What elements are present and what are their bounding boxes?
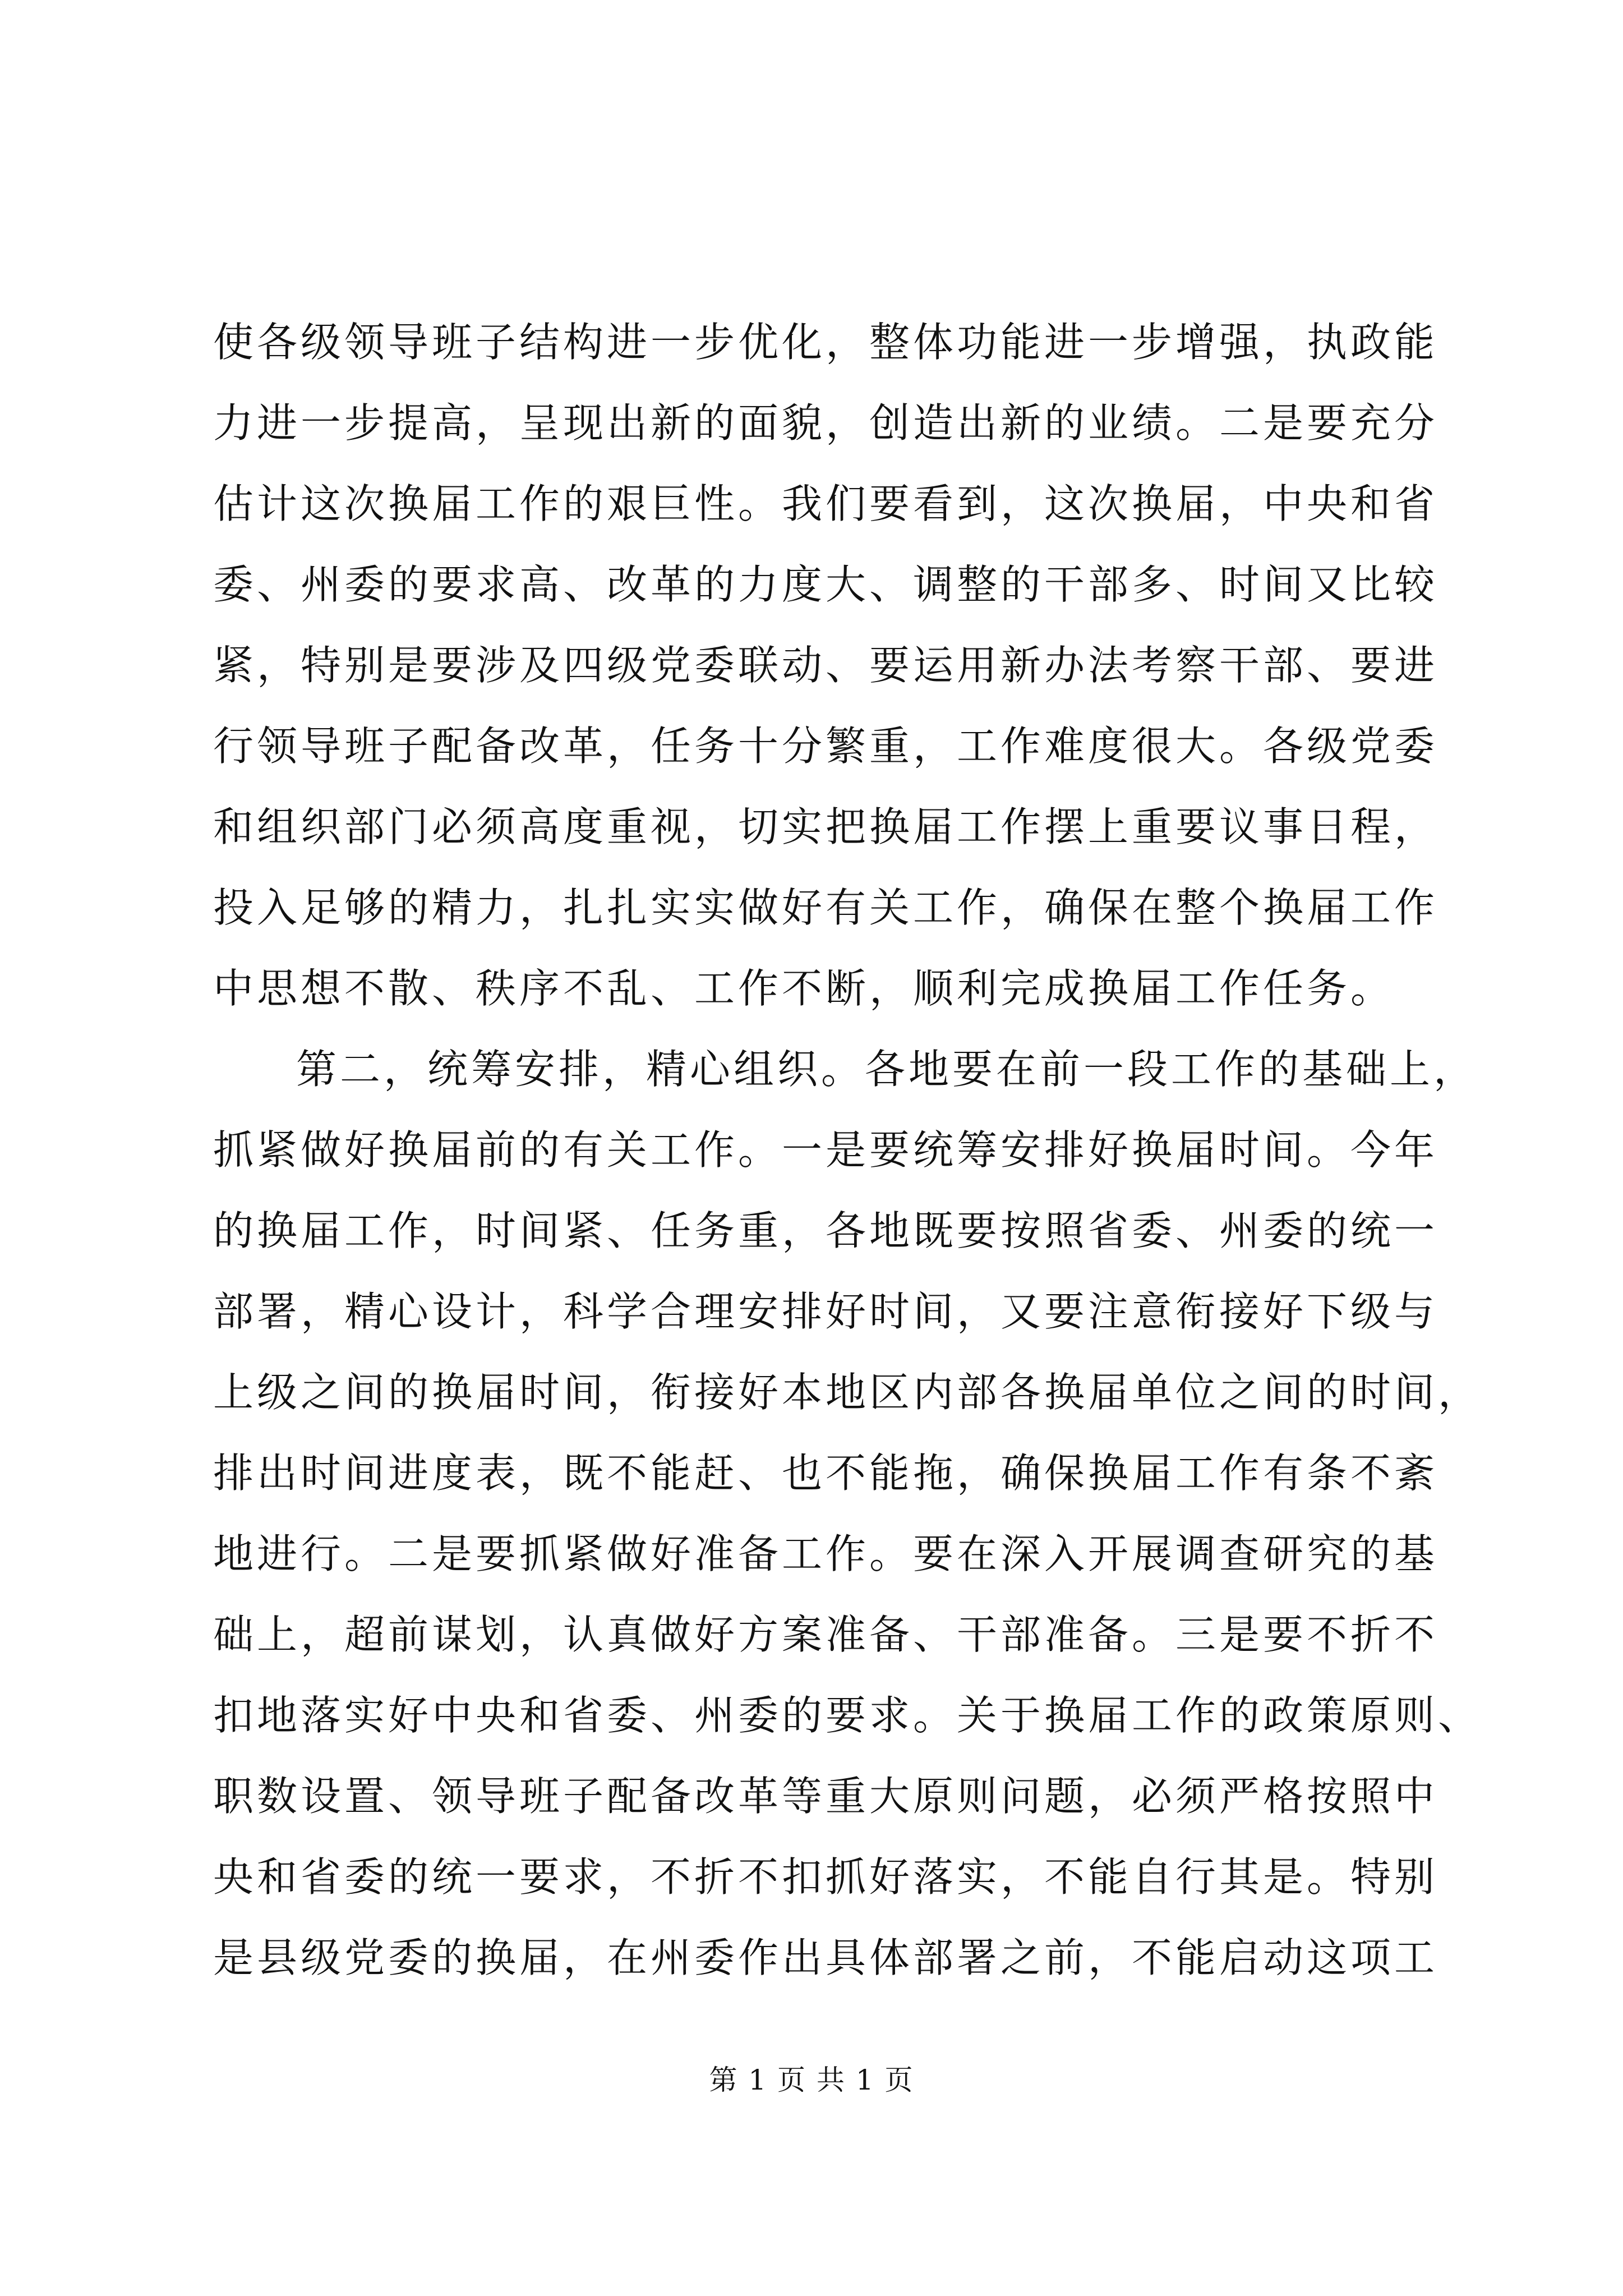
text-line: 行领导班子配备改革，任务十分繁重，工作难度很大。各级党委 [213, 723, 1438, 770]
text-line: 排出时间进度表，既不能赶、也不能拖，确保换届工作有条不紊 [213, 1450, 1438, 1497]
text-line: 地进行。二是要抓紧做好准备工作。要在深入开展调查研究的基 [213, 1530, 1438, 1577]
text-line: 中思想不散、秩序不乱、工作不断，顺利完成换届工作任务。 [213, 965, 1395, 1012]
text-line: 央和省委的统一要求，不折不扣抓好落实，不能自行其是。特别 [213, 1853, 1438, 1901]
text-line: 职数设置、领导班子配备改革等重大原则问题，必须严格按照中 [213, 1773, 1438, 1820]
text-line: 使各级领导班子结构进一步优化，整体功能进一步增强，执政能 [213, 319, 1438, 366]
text-line: 的换届工作，时间紧、任务重，各地既要按照省委、州委的统一 [213, 1207, 1438, 1254]
paragraph-first-line: 第二，统筹安排，精心组织。各地要在前一段工作的基础上， [296, 1046, 1478, 1093]
text-line: 力进一步提高，呈现出新的面貌，创造出新的业绩。二是要充分 [213, 399, 1438, 447]
text-line: 委、州委的要求高、改革的力度大、调整的干部多、时间又比较 [213, 561, 1438, 608]
text-line: 估计这次换届工作的艰巨性。我们要看到，这次换届，中央和省 [213, 480, 1438, 527]
body-text [213, 302, 1482, 1998]
text-line: 础上，超前谋划，认真做好方案准备、干部准备。三是要不折不 [213, 1611, 1438, 1658]
text-line: 部署，精心设计，科学合理安排好时间，又要注意衔接好下级与 [213, 1288, 1438, 1335]
text-line: 是县级党委的换届，在州委作出具体部署之前，不能启动这项工 [213, 1934, 1438, 1981]
text-line: 抓紧做好换届前的有关工作。一是要统筹安排好换届时间。今年 [213, 1126, 1438, 1174]
text-line: 扣地落实好中央和省委、州委的要求。关于换届工作的政策原则、 [213, 1692, 1482, 1739]
page-footer: 第 1 页 共 1 页 [709, 2064, 914, 2096]
text-line: 上级之间的换届时间，衔接好本地区内部各换届单位之间的时间， [213, 1369, 1482, 1416]
text-line: 投入足够的精力，扎扎实实做好有关工作，确保在整个换届工作 [213, 884, 1438, 931]
text-line: 和组织部门必须高度重视，切实把换届工作摆上重要议事日程， [213, 803, 1438, 850]
text-line: 紧，特别是要涉及四级党委联动、要运用新办法考察干部、要进 [213, 642, 1438, 689]
